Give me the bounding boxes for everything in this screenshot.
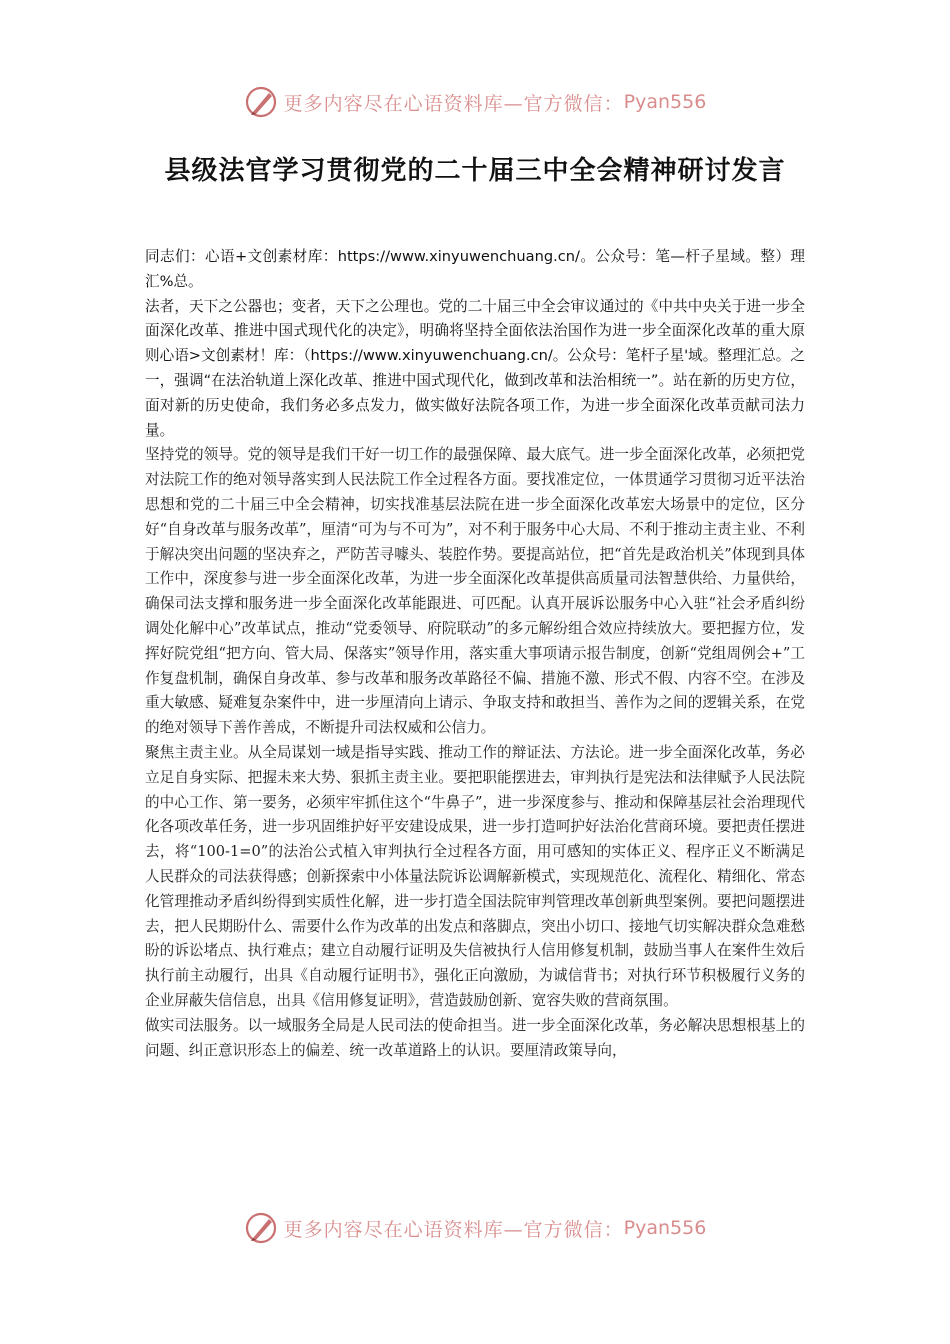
document-title: 县级法官学习贯彻党的二十届三中全会精神研讨发言	[164, 156, 786, 186]
footer-watermark-banner	[0, 1208, 950, 1248]
header-watermark-banner	[0, 82, 950, 122]
paragraph-intro: 法者，天下之公器也；变者，天下之公理也。党的二十届三中全会审议通过的《中共中央关于进一步全面深化改革、推进中国式现代化的决定》，明确将坚持全面依法治国作为进一步全面深化改革的重大原则心语>文创素材！库：（https://www.xinyuwenchuang.cn/。公众号：笔杆子星'域。整理汇总。之一，强调“在法治轨道上深化改革、推进中国式现代化，做到改革和法治相统一”。站在新的历史方位，面对新的历史使命，我们务必多点发力，做实做好法院各项工作，为进一步全面深化改革贡献司法力量。	[145, 297, 805, 439]
paragraph-salutation: 同志们：心语+文创素材库：https://www.xinyuwenchuang.cn/。公众号：笔—杆子星域。整）理汇%总。	[145, 248, 805, 290]
paragraph-judicial-service: 做实司法服务。以一域服务全局是人民司法的使命担当。进一步全面深化改革，务必解决思想根基上的问题、纠正意识形态上的偏差、统一改革道路上的认识。要厘清政策导向，	[145, 1016, 805, 1059]
banner-brand: Pyan556	[623, 91, 707, 113]
paragraph-main-duties: 聚焦主责主业。从全局谋划一域是指导实践、推动工作的辩证法、方法论。进一步全面深化改革，务必立足自身实际、把握未来大势、狠抓主责主业。要把职能摆进去，审判执行是宪法和法律赋予人民法院的中心工作、第一要务，必须牢牢抓住这个“牛鼻子”，进一步深度参与、推动和保障基层社会治理现代化各项改革任务，进一步巩固维护好平安建设成果，进一步打造呵护好法治化营商环境。要把责任摆进去，将“100-1=0”的法治公式植入审判执行全过程各方面，用可感知的实体正义、程序正义不断满足人民群众的司法获得感；创新探索中小体量法院诉讼调解新模式，实现规范化、流程化、精细化、常态化管理推动矛盾纠纷得到实质性化解，进一步打造全国法院审判管理改革创新典型案例。要把问题摆进去，把人民期盼什么、需要什么作为改革的出发点和落脚点，突出小切口、接地气切实解决群众急难愁盼的诉讼堵点、执行难点；建立自动履行证明及失信被执行人信用修复机制，鼓励当事人在案件生效后执行前主动履行，出具《自动履行证明书》，强化正向激励，为诚信背书；对执行环节积极履行义务的企业屏蔽失信信息，出具《信用修复证明》，营造鼓励创新、宽容失败的营商氛围。	[145, 743, 805, 1009]
banner-text: 更多内容尽在心语资料库—官方微信：	[283, 1218, 624, 1241]
paragraph-party-leadership: 坚持党的领导。党的领导是我们干好一切工作的最强保障、最大底气。进一步全面深化改革，必须把党对法院工作的绝对领导落实到人民法院工作全过程各方面。要找准定位，一体贯通学习贯彻习近平法治思想和党的二十届三中全会精神，切实找准基层法院在进一步全面深化改革宏大场景中的定位，区分好“自身改革与服务改革”，厘清“可为与不可为”，对不利于服务中心大局、不利于推动主责主业、不利于解决突出问题的坚决弃之，严防苦寻噱头、装腔作势。要提高站位，把“首先是政治机关”体现到具体工作中，深度参与进一步全面深化改革，为进一步全面深化改革提供高质量司法智慧供给、力量供给，确保司法支撑和服务进一步全面深化改革能跟进、可匹配。认真开展诉讼服务中心入驻“社会矛盾纠纷调处化解中心”改革试点，推动“党委领导、府院联动”的多元解纷组合效应持续放大。要把握方位，发挥好院党组“把方向、管大局、保落实”领导作用，落实重大事项请示报告制度，创新“党组周例会+”工作复盘机制，确保自身改革、参与改革和服务改革路径不偏、措施不激、形式不假、内容不空。在涉及重大敏感、疑难复杂案件中，进一步厘清向上请示、争取支持和敢担当、善作为之间的逻辑关系，在党的绝对领导下善作善成，不断提升司法权威和公信力。	[145, 446, 805, 737]
banner-brand: Pyan556	[623, 1217, 707, 1239]
pen-logo-icon	[244, 85, 278, 119]
banner-text: 更多内容尽在心语资料库—官方微信：	[283, 92, 624, 115]
document-body	[145, 245, 805, 1195]
pen-logo-icon	[244, 1211, 278, 1245]
